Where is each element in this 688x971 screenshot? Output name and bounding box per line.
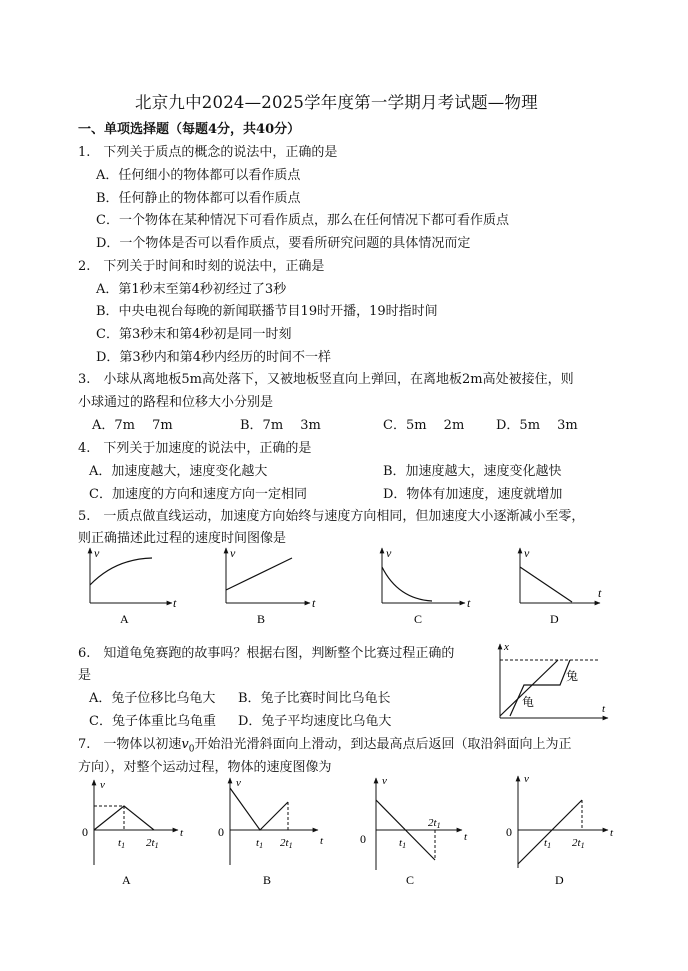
q3-option-c: C．5m 2m xyxy=(383,418,465,433)
q2-option-c: C．第3秒末和第4秒初是同一时刻 xyxy=(96,327,292,342)
q6-rabbit-line xyxy=(510,660,570,716)
q5-graph-b xyxy=(226,546,316,626)
q6-option-d: D．兔子平均速度比乌龟大 xyxy=(238,714,392,729)
q5-graphs xyxy=(80,545,620,630)
q7-b-origin: 0 xyxy=(218,825,224,839)
q7-b-t1: t1 xyxy=(256,837,264,850)
q7-c-v: v xyxy=(382,775,387,787)
q7-label-c: C xyxy=(406,873,415,887)
q3-option-b: B．7m 3m xyxy=(240,418,321,433)
q7-b-2t1: 2t1 xyxy=(280,837,293,850)
q6-axis-x: x xyxy=(504,641,509,653)
q7-a-2t1: 2t1 xyxy=(146,837,159,850)
q6-stem-line1: 6. 知道龟兔赛跑的故事吗？根据右图，判断整个比赛过程正确的 xyxy=(78,646,455,661)
q5-d-v: v xyxy=(524,546,530,560)
q7-graph-a xyxy=(82,779,184,887)
q7-d-line xyxy=(518,800,582,864)
q7-a-v: v xyxy=(100,779,105,791)
q4-option-c: C．加速度的方向和速度方向一定相同 xyxy=(89,487,307,502)
q5-stem-line1: 5. 一质点做直线运动，加速度方向始终与速度方向相同，但加速度大小逐渐减小至零， xyxy=(78,509,585,524)
q5-label-a: A xyxy=(120,612,129,626)
q4-option-d: D．物体有加速度，速度就增加 xyxy=(383,487,563,502)
q7-graphs xyxy=(70,770,630,892)
q7-b-line xyxy=(230,788,288,830)
q7-d-v: v xyxy=(524,773,529,785)
q6-option-b: B．兔子比赛时间比乌龟长 xyxy=(238,691,391,706)
q7-label-a: A xyxy=(122,873,131,887)
q7-stem-line1: 7. 一物体以初速$v_0$开始沿光滑斜面向上滑动，到达最高点后返回（取沿斜面向上为正 xyxy=(78,737,572,755)
q1-stem: 1. 下列关于质点的概念的说法中，正确的是 xyxy=(78,145,338,160)
q7-label-b: B xyxy=(263,873,272,887)
q5-c-t: t xyxy=(467,596,471,610)
q7-a-origin: 0 xyxy=(82,825,88,839)
q1-option-d: D．一个物体是否可以看作质点，要看所研究问题的具体情况而定 xyxy=(96,236,471,251)
q7-c-t: t xyxy=(464,831,468,843)
q5-d-t: t xyxy=(598,586,602,600)
q7-graph-d xyxy=(506,773,614,887)
q1-option-b: B．任何静止的物体都可以看作质点 xyxy=(96,191,301,206)
q5-a-v: v xyxy=(94,546,100,560)
q6-rabbit-label: 兔 xyxy=(566,669,579,683)
q6-axis-t: t xyxy=(602,703,606,715)
q5-c-curve xyxy=(382,567,432,601)
q2-option-d: D．第3秒内和第4秒内经历的时间不一样 xyxy=(96,350,331,365)
q5-graph-a xyxy=(90,546,177,626)
q5-stem-line2: 则正确描述此过程的速度时间图像是 xyxy=(78,531,287,546)
q5-label-d: D xyxy=(550,612,559,626)
q5-a-curve xyxy=(90,558,152,585)
q5-graph-d xyxy=(520,546,602,626)
q5-d-line xyxy=(520,567,572,602)
q6-option-c: C．兔子体重比乌龟重 xyxy=(89,714,216,729)
q5-graph-c xyxy=(382,546,471,626)
q7-graph-b xyxy=(218,777,324,887)
q1-option-c: C．一个物体在某种情况下可看作质点，那么在任何情况下都可看作质点 xyxy=(96,213,509,228)
q1-option-a: A．任何细小的物体都可以看作质点 xyxy=(96,168,301,183)
q7-c-2t1: 2t1 xyxy=(428,817,441,830)
q6-stem-line2: 是 xyxy=(78,668,92,683)
q5-b-v: v xyxy=(230,546,236,560)
q7-graph-c xyxy=(360,775,468,887)
q4-option-b: B．加速度越大，速度变化越快 xyxy=(383,464,562,479)
q6-option-a: A．兔子位移比乌龟大 xyxy=(89,691,216,706)
q3-option-a: A．7m 7m xyxy=(92,418,173,433)
q5-b-t: t xyxy=(312,596,316,610)
q7-b-v: v xyxy=(236,777,241,789)
q5-label-b: B xyxy=(257,612,266,626)
section-heading: 一、单项选择题（每题4分，共40分） xyxy=(78,122,301,137)
q7-stem-line2: 方向），对整个运动过程，物体的速度图像为 xyxy=(78,760,332,775)
q7-label-d: D xyxy=(555,873,564,887)
q7-d-t1: t1 xyxy=(544,837,552,850)
q4-option-a: A．加速度越大，速度变化越大 xyxy=(89,464,268,479)
q7-a-t: t xyxy=(180,827,184,839)
q3-option-d: D．5m 3m xyxy=(496,418,578,433)
q5-label-c: C xyxy=(414,612,423,626)
q2-option-a: A．第1秒末至第4秒初经过了3秒 xyxy=(96,282,287,297)
q7-d-t: t xyxy=(610,827,614,839)
q7-c-origin: 0 xyxy=(360,832,366,846)
q7-d-origin: 0 xyxy=(506,825,512,839)
q6-race-graph xyxy=(490,640,615,722)
q7-d-2t1: 2t1 xyxy=(572,837,585,850)
q2-option-b: B．中央电视台每晚的新闻联播节目19时开播，19时指时间 xyxy=(96,304,438,319)
q7-a-t1: t1 xyxy=(118,837,126,850)
q5-b-line xyxy=(226,558,292,590)
q7-c-t1: t1 xyxy=(399,837,407,850)
q6-turtle-label: 龟 xyxy=(522,695,535,709)
q5-a-t: t xyxy=(173,596,177,610)
q5-c-v: v xyxy=(386,546,392,560)
q2-stem: 2. 下列关于时间和时刻的说法中，正确是 xyxy=(78,259,325,274)
page-title: 北京九中2024—2025学年度第一学期月考试题—物理 xyxy=(135,93,538,112)
q3-stem-line1: 3. 小球从离地板5m高处落下，又被地板竖直向上弹回，在离地板2m高处被接住，则 xyxy=(78,372,574,387)
q4-stem: 4. 下列关于加速度的说法中，正确的是 xyxy=(78,441,312,456)
q3-stem-line2: 小球通过的路程和位移大小分别是 xyxy=(78,395,274,410)
q7-b-t: t xyxy=(320,835,324,847)
